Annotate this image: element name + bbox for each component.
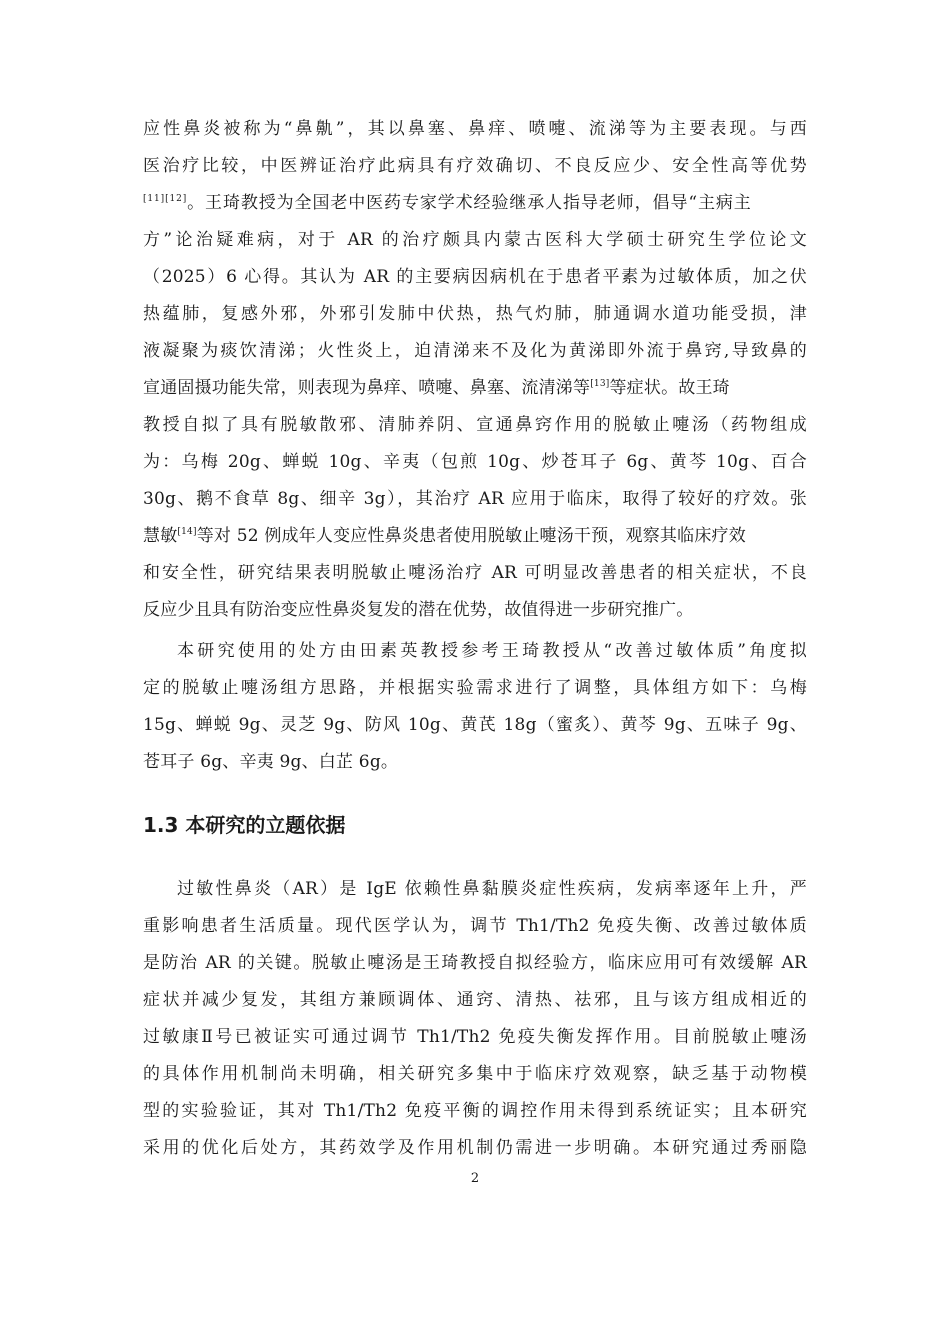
paragraph-2-line-1: 本研究使用的处方由田素英教授参考王琦教授从“改善过敏体质”角度拟 xyxy=(177,641,807,661)
paragraph-1-line-9: 教授自拟了具有脱敏散邪、清肺养阴、宣通鼻窍作用的脱敏止嚏汤（药物组成 xyxy=(143,415,807,435)
paragraph-2-line-4: 苍耳子 6g、辛夷 9g、白芷 6g。 xyxy=(143,752,399,772)
paragraph-1-line-3-text: 。王琦教授为全国老中医药专家学术经验继承人指导老师，倡导“主病主 xyxy=(187,193,752,213)
paragraph-1-line-5: （2025）6 心得。其认为 AR 的主要病因病机在于患者平素为过敏体质，加之伏 xyxy=(143,267,807,287)
paragraph-1-line-1: 应性鼻炎被称为“鼻鼽”，其以鼻塞、鼻痒、喷嚏、流涕等为主要表现。与西 xyxy=(143,119,807,139)
paragraph-2-line-3: 15g、蝉蜕 9g、灵芝 9g、防风 10g、黄芪 18g（蜜炙）、黄芩 9g、五味子 9g、 xyxy=(143,715,807,735)
paragraph-3-line-2: 重影响患者生活质量。现代医学认为，调节 Th1/Th2 免疫失衡、改善过敏体质 xyxy=(143,916,807,936)
paragraph-1-line-2: 医治疗比较，中医辨证治疗此病具有疗效确切、不良反应少、安全性高等优势 xyxy=(143,156,807,176)
paragraph-2-line-2: 定的脱敏止嚏汤组方思路，并根据实验需求进行了调整，具体组方如下：乌梅 xyxy=(143,678,807,698)
paragraph-3-line-4: 症状并减少复发，其组方兼顾调体、通窍、清热、祛邪，且与该方组成相近的 xyxy=(143,990,807,1010)
paragraph-1-line-11: 30g、鹅不食草 8g、细辛 3g），其治疗 AR 应用于临床，取得了较好的疗效。张 xyxy=(143,489,807,509)
paragraph-1-line-8-text: 宣通固摄功能失常，则表现为鼻痒、喷嚏、鼻塞、流清涕等 xyxy=(143,378,591,398)
paragraph-3-line-7: 型的实验验证，其对 Th1/Th2 免疫平衡的调控作用未得到系统证实；且本研究 xyxy=(143,1101,807,1121)
paragraph-3-line-8: 采用的优化后处方，其药效学及作用机制仍需进一步明确。本研究通过秀丽隐 xyxy=(143,1138,807,1158)
paragraph-1-line-12-tail: 等对 52 例成年人变应性鼻炎患者使用脱敏止嚏汤干预，观察其临床疗效 xyxy=(196,526,746,546)
paragraph-1-line-8 xyxy=(143,377,807,401)
page-number: 2 xyxy=(470,1171,480,1186)
paragraph-1-line-14: 反应少且具有防治变应性鼻炎复发的潜在优势，故值得进一步研究推广。 xyxy=(143,600,694,620)
citation-14: [14] xyxy=(177,527,197,537)
paragraph-3-line-6: 的具体作用机制尚未明确，相关研究多集中于临床疗效观察，缺乏基于动物模 xyxy=(143,1064,807,1084)
section-heading: 1.3 本研究的立题依据 xyxy=(143,813,346,837)
paragraph-1-line-8-tail: 等症状。故王琦 xyxy=(609,378,730,398)
paragraph-1-line-6: 热蕴肺，复感外邪，外邪引发肺中伏热，热气灼肺，肺通调水道功能受损，津 xyxy=(143,304,807,324)
citation-13: [13] xyxy=(590,379,610,389)
paragraph-1-line-3 xyxy=(143,192,807,216)
citation-11-12: [11][12] xyxy=(143,194,188,204)
paragraph-1-line-10: 为：乌梅 20g、蝉蜕 10g、辛夷（包煎 10g、炒苍耳子 6g、黄芩 10g、百合 xyxy=(143,452,807,472)
paragraph-1-line-4: 方”论治疑难病，对于 AR 的治疗颇具内蒙古医科大学硕士研究生学位论文 xyxy=(143,230,807,250)
paragraph-1-line-12 xyxy=(143,525,807,549)
paragraph-1-line-7: 液凝聚为痰饮清涕；火性炎上，迫清涕来不及化为黄涕即外流于鼻窍,导致鼻的 xyxy=(143,341,807,361)
paragraph-1-line-12-text: 慧敏 xyxy=(143,526,178,546)
paragraph-1-line-13: 和安全性，研究结果表明脱敏止嚏汤治疗 AR 可明显改善患者的相关症状，不良 xyxy=(143,563,807,583)
paragraph-3-line-3: 是防治 AR 的关键。脱敏止嚏汤是王琦教授自拟经验方，临床应用可有效缓解 AR xyxy=(143,953,807,973)
paragraph-3-line-5: 过敏康Ⅱ号已被证实可通过调节 Th1/Th2 免疫失衡发挥作用。目前脱敏止嚏汤 xyxy=(143,1027,807,1047)
paragraph-3-line-1: 过敏性鼻炎（AR）是 IgE 依赖性鼻黏膜炎症性疾病，发病率逐年上升，严 xyxy=(177,879,807,899)
